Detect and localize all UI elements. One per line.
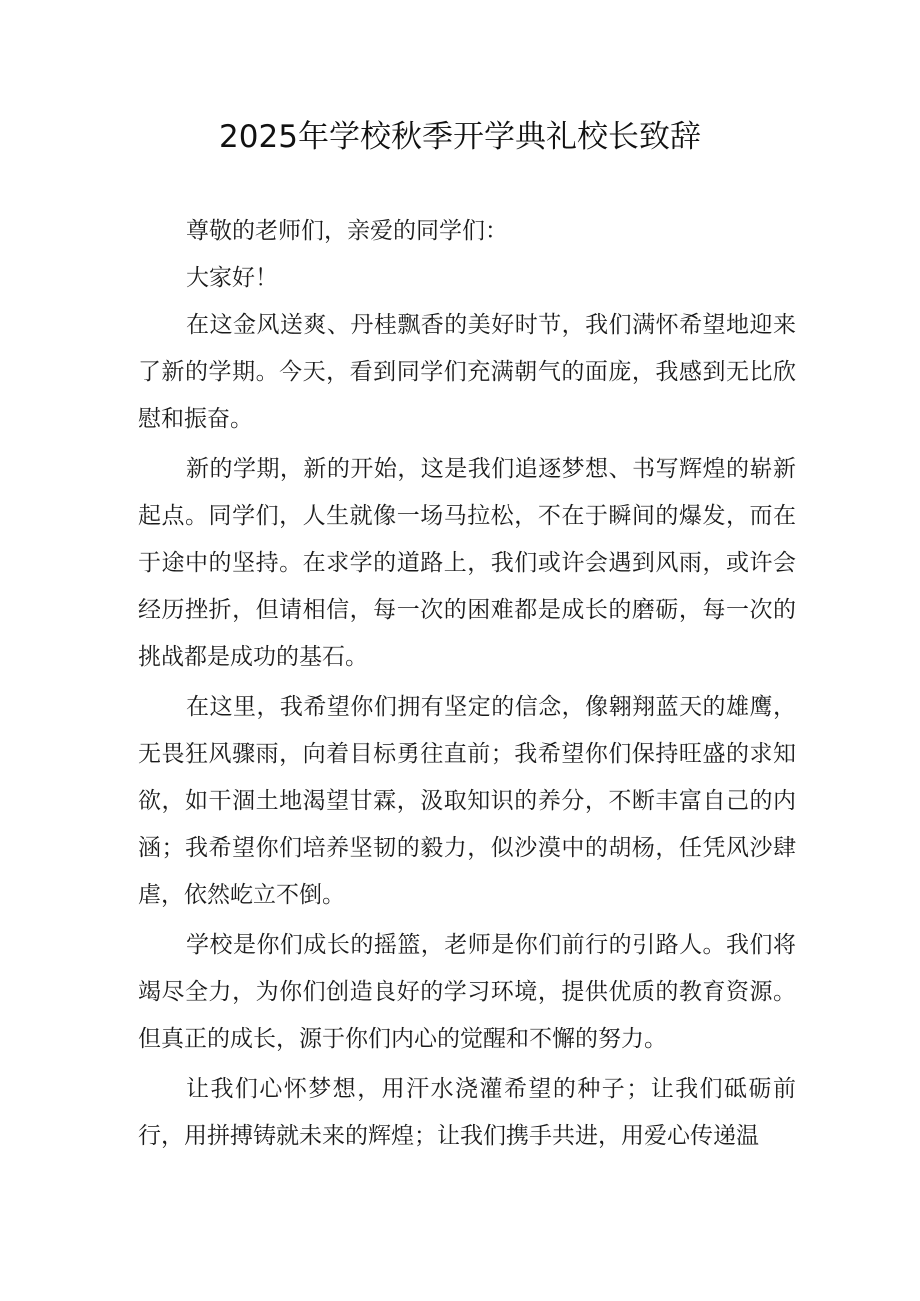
paragraph-school-role: 学校是你们成长的摇篮，老师是你们前行的引路人。我们将竭尽全力，为你们创造良好的学习环境，提供优质的教育资源。但真正的成长，源于你们内心的觉醒和不懈的努力。 xyxy=(138,932,796,1052)
document-body xyxy=(138,208,796,1160)
document-title: 2025年学校秋季开学典礼校长致辞 xyxy=(219,119,701,155)
paragraph-new-start: 新的学期，新的开始，这是我们追逐梦想、书写辉煌的崭新起点。同学们，人生就像一场马拉松，不在于瞬间的爆发，而在于途中的坚持。在求学的道路上，我们或许会遇到风雨，或许会经历挫折，但请相信，每一次的困难都是成长的磨砺，每一次的挑战都是成功的基石。 xyxy=(138,456,796,670)
paragraph-hopes: 在这里，我希望你们拥有坚定的信念，像翱翔蓝天的雄鹰，无畏狂风骤雨，向着目标勇往直前；我希望你们保持旺盛的求知欲，如干涸土地渴望甘霖，汲取知识的养分，不断丰富自己的内涵；我希望你们培养坚韧的毅力，似沙漠中的胡杨，任凭风沙肆虐，依然屹立不倒。 xyxy=(138,694,796,908)
paragraph-new-semester: 在这金风送爽、丹桂飘香的美好时节，我们满怀希望地迎来了新的学期。今天，看到同学们充满朝气的面庞，我感到无比欣慰和振奋。 xyxy=(138,312,796,432)
paragraph-call-to-action: 让我们心怀梦想，用汗水浇灌希望的种子；让我们砥砺前行，用拼搏铸就未来的辉煌；让我们携手共进，用爱心传递温 xyxy=(138,1076,796,1149)
paragraph-greeting: 尊敬的老师们，亲爱的同学们： xyxy=(186,218,508,244)
paragraph-hello: 大家好！ xyxy=(186,265,278,291)
